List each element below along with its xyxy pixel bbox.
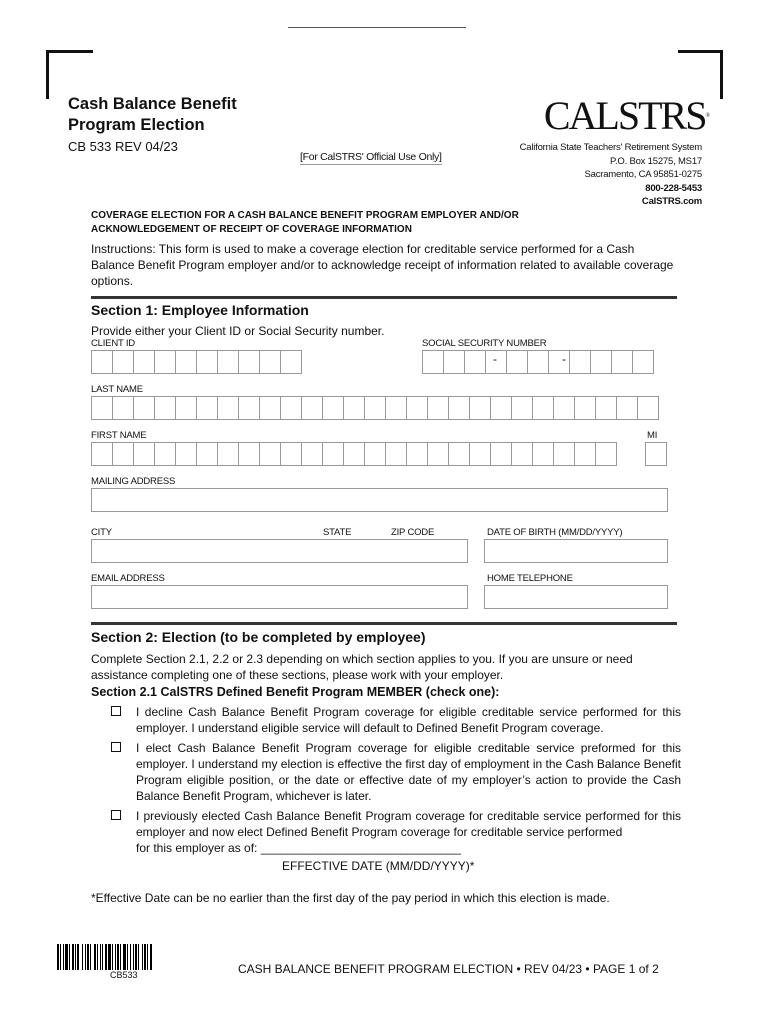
first-name-input-cell[interactable] [553,442,575,466]
ssn-separator-1: - [493,352,497,366]
client-id-input-cell[interactable] [259,350,281,374]
first-name-input-cell[interactable] [91,442,113,466]
dob-input[interactable] [484,539,668,563]
ssn-input-cell[interactable] [422,350,444,374]
ssn-input[interactable] [422,350,653,374]
last-name-input-cell[interactable] [490,396,512,420]
zip-label: ZIP CODE [391,527,435,538]
first-name-input-cell[interactable] [427,442,449,466]
section2-intro: Complete Section 2.1, 2.2 or 2.3 depending on which section applies to you. If you are unsure or need assistance completing one of these sections, please work with your employer. [91,652,633,682]
option-previous-checkbox[interactable] [111,810,121,820]
instructions-text: Instructions: This form is used to make a coverage election for creditable service performed for a Cash Balance Benefit Program employer and/or to acknowledge receipt of information related to available coverage options. [91,242,674,288]
first-name-input-cell[interactable] [112,442,134,466]
client-id-label: CLIENT ID [91,338,135,349]
form-number: CB 533 REV 04/23 [68,139,178,154]
client-id-input-cell[interactable] [112,350,134,374]
option-decline-text: I decline Cash Balance Benefit Program coverage for eligible creditable service performed for this employer. I understand eligible service will default to Defined Benefit Program coverage. [136,705,681,735]
email-label: EMAIL ADDRESS [91,573,165,584]
first-name-input-cell[interactable] [301,442,323,466]
last-name-input-cell[interactable] [406,396,428,420]
agency-address-line1: P.O. Box 15275, MS17 [610,155,702,167]
dob-label: DATE OF BIRTH (MM/DD/YYYY) [487,527,623,538]
ssn-input-cell[interactable] [590,350,612,374]
mi-label: MI [647,430,658,441]
ssn-input-cell[interactable] [569,350,591,374]
top-rule [288,27,466,28]
client-id-input-cell[interactable] [133,350,155,374]
client-id-input-cell[interactable] [280,350,302,374]
client-id-input[interactable] [91,350,301,374]
ssn-separator-2: - [562,352,566,366]
last-name-input-cell[interactable] [574,396,596,420]
ssn-input-cell[interactable] [527,350,549,374]
last-name-input-cell[interactable] [385,396,407,420]
first-name-input-cell[interactable] [238,442,260,466]
option-previously-elected [111,808,681,840]
section2-rule [91,622,677,625]
client-id-input-cell[interactable] [175,350,197,374]
coverage-heading [91,209,611,237]
section2-title: Section 2: Election (to be completed by employee) [91,629,426,645]
last-name-input-cell[interactable] [322,396,344,420]
client-id-input-cell[interactable] [217,350,239,374]
section1-title: Section 1: Employee Information [91,302,309,318]
first-name-input-cell[interactable] [532,442,554,466]
mailing-address-input[interactable] [91,488,668,512]
last-name-input-cell[interactable] [280,396,302,420]
section2-1-title: Section 2.1 CalSTRS Defined Benefit Program MEMBER (check one): [91,685,500,699]
last-name-input-cell[interactable] [175,396,197,420]
first-name-input-cell[interactable] [490,442,512,466]
page-footer: CASH BALANCE BENEFIT PROGRAM ELECTION • REV 04/23 • PAGE 1 of 2 [238,962,659,976]
form-title-line1: Cash Balance Benefit [68,95,237,113]
barcode-number: CB533 [110,970,138,980]
barcode-bar [152,944,153,970]
last-name-input-cell[interactable] [343,396,365,420]
first-name-input-cell[interactable] [511,442,533,466]
last-name-input-cell[interactable] [133,396,155,420]
option-elect-checkbox[interactable] [111,742,121,752]
last-name-input-cell[interactable] [259,396,281,420]
corner-mark-right [678,50,723,99]
first-name-input-cell[interactable] [406,442,428,466]
last-name-input-cell[interactable] [301,396,323,420]
option-elect-cash-balance [111,740,681,804]
option-decline-checkbox[interactable] [111,706,121,716]
client-id-input-cell[interactable] [91,350,113,374]
last-name-input-cell[interactable] [448,396,470,420]
client-id-input-cell[interactable] [154,350,176,374]
last-name-input-cell[interactable] [91,396,113,420]
first-name-input[interactable] [91,442,616,466]
form-title-line2: Program Election [68,116,205,134]
last-name-input-cell[interactable] [553,396,575,420]
agency-name: California State Teachers' Retirement System [519,142,702,153]
official-use-label: [For CalSTRS' Official Use Only] [300,151,442,163]
state-label: STATE [323,527,352,538]
home-phone-label: HOME TELEPHONE [487,573,573,584]
first-name-input-cell[interactable] [196,442,218,466]
email-input[interactable] [91,585,468,609]
first-name-input-cell[interactable] [385,442,407,466]
city-label: CITY [91,527,112,538]
last-name-input-cell[interactable] [511,396,533,420]
option-previous-text: I previously elected Cash Balance Benefit Program coverage for creditable service performed for this employer and now elect Defined Benefit Program coverage for creditable service performed [136,809,681,839]
effective-date-input[interactable]: ______________________________ [260,841,461,855]
option-elect-text: I elect Cash Balance Benefit Program coverage for eligible creditable service preformed for this employer. I understand my election is effective the first day of employment in the Cash Balance Benefit Program eligible position, or the date or effective date of my employer’s action to provide the Cash Balance Benefit Program, whichever is later. [136,741,681,803]
first-name-input-cell[interactable] [595,442,617,466]
last-name-input-cell[interactable] [469,396,491,420]
first-name-input-cell[interactable] [322,442,344,466]
first-name-input-cell[interactable] [448,442,470,466]
first-name-input-cell[interactable] [217,442,239,466]
option-previous-tail [136,840,461,856]
mi-input-cell[interactable] [645,442,667,466]
ssn-input-cell[interactable] [611,350,633,374]
agency-address-block [480,141,702,209]
mi-input[interactable] [645,442,666,466]
ssn-input-cell[interactable] [632,350,654,374]
ssn-label: SOCIAL SECURITY NUMBER [422,338,547,349]
logo-text: CALSTRS [543,93,706,138]
last-name-input-cell[interactable] [637,396,659,420]
logo-trademark: ® [705,113,710,119]
client-id-input-cell[interactable] [238,350,260,374]
ssn-input-cell[interactable] [464,350,486,374]
last-name-input[interactable] [91,396,658,420]
agency-phone: 800-228-5453 [645,182,702,194]
corner-mark-left [46,50,93,99]
last-name-input-cell[interactable] [238,396,260,420]
first-name-input-cell[interactable] [574,442,596,466]
first-name-input-cell[interactable] [343,442,365,466]
ssn-input-cell[interactable] [443,350,465,374]
last-name-input-cell[interactable] [217,396,239,420]
section1-intro: Provide either your Client ID or Social Security number. [91,324,385,338]
last-name-input-cell[interactable] [154,396,176,420]
last-name-input-cell[interactable] [196,396,218,420]
form-title [68,94,308,136]
first-name-input-cell[interactable] [133,442,155,466]
ssn-input-cell[interactable] [548,350,570,374]
client-id-input-cell[interactable] [196,350,218,374]
calstrs-logo [540,94,710,138]
first-name-input-cell[interactable] [259,442,281,466]
first-name-input-cell[interactable] [175,442,197,466]
first-name-input-cell[interactable] [469,442,491,466]
mailing-address-label: MAILING ADDRESS [91,476,176,487]
last-name-input-cell[interactable] [112,396,134,420]
barcode-image [57,944,194,970]
home-phone-input[interactable] [484,585,668,609]
last-name-input-cell[interactable] [616,396,638,420]
first-name-label: FIRST NAME [91,430,147,441]
agency-website: CalSTRS.com [641,196,702,207]
agency-address-line2: Sacramento, CA 95851-0275 [584,169,702,180]
ssn-input-cell[interactable] [506,350,528,374]
last-name-input-cell[interactable] [427,396,449,420]
first-name-input-cell[interactable] [154,442,176,466]
first-name-input-cell[interactable] [364,442,386,466]
coverage-heading-line2: ACKNOWLEDGEMENT OF RECEIPT OF COVERAGE INFORMATION [91,224,412,235]
last-name-input-cell[interactable] [532,396,554,420]
option-previous-tail-text: for this employer as of: [136,841,258,855]
city-state-zip-input[interactable] [91,539,468,563]
effective-date-label: EFFECTIVE DATE (MM/DD/YYYY)* [282,859,475,873]
last-name-input-cell[interactable] [595,396,617,420]
coverage-heading-line1: COVERAGE ELECTION FOR A CASH BALANCE BENEFIT PROGRAM EMPLOYER AND/OR [91,210,519,221]
section1-rule [91,296,677,299]
option-decline [111,704,681,736]
effective-date-footnote: *Effective Date can be no earlier than the first day of the pay period in which this election is made. [91,891,610,905]
last-name-label: LAST NAME [91,384,143,395]
first-name-input-cell[interactable] [280,442,302,466]
last-name-input-cell[interactable] [364,396,386,420]
